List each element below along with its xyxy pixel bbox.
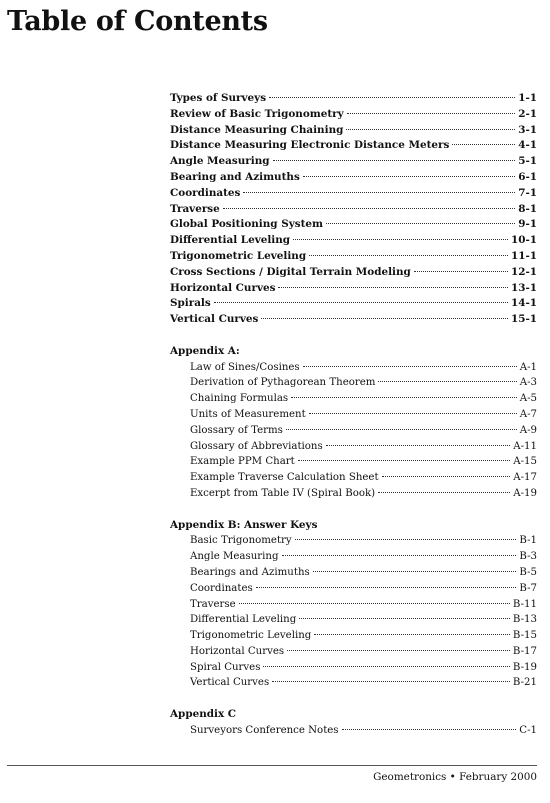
- toc-entry-page: A-19: [513, 487, 537, 499]
- toc-entry-page: A-7: [519, 408, 537, 420]
- toc-entry: [170, 391, 537, 407]
- toc-entry: [170, 123, 537, 139]
- toc-entry-title: Cross Sections / Digital Terrain Modeling: [170, 265, 411, 278]
- toc-entry: [170, 91, 537, 107]
- toc-entry-page: 6-1: [518, 170, 537, 183]
- toc-entry-title: Trigonometric Leveling: [170, 249, 307, 262]
- toc-entry-page: A-3: [519, 377, 537, 389]
- toc-entry: [170, 154, 537, 170]
- dot-leader: [382, 476, 511, 477]
- toc-entry: [170, 217, 537, 233]
- toc-entry: [170, 202, 537, 218]
- toc-entry-page: 2-1: [518, 107, 537, 120]
- dot-leader: [346, 129, 515, 130]
- toc-entry-title: Spirals: [170, 297, 211, 310]
- toc-entry-page: A-1: [519, 361, 537, 373]
- toc-entry-page: B-7: [519, 582, 537, 594]
- toc-entry: [170, 628, 537, 644]
- toc-entry-title: Traverse: [170, 202, 220, 215]
- dot-leader: [273, 160, 516, 161]
- toc-entry-page: C-1: [519, 724, 537, 736]
- appendix-b-list: [170, 533, 537, 691]
- toc-entry: [170, 470, 537, 486]
- toc-entry-title: Angle Measuring: [190, 551, 279, 563]
- toc-entry-title: Distance Measuring Chaining: [170, 123, 344, 136]
- toc-entry-page: 15-1: [510, 313, 537, 326]
- toc-entry-page: B-1: [519, 535, 537, 547]
- dot-leader: [269, 97, 515, 98]
- toc-entry-page: A-9: [519, 424, 537, 436]
- toc-entry: [170, 138, 537, 154]
- toc-entry-title: Surveyors Conference Notes: [190, 724, 339, 736]
- dot-leader: [309, 413, 517, 414]
- toc-entry-page: 4-1: [518, 139, 537, 152]
- toc-entry: [170, 186, 537, 202]
- footer-rule: [7, 765, 537, 766]
- toc-entry-page: 7-1: [518, 186, 537, 199]
- dot-leader: [452, 144, 515, 145]
- toc-entry-page: 14-1: [510, 297, 537, 310]
- page-title: Table of Contents: [7, 6, 268, 37]
- toc-entry: [170, 660, 537, 676]
- section-gap: [170, 502, 537, 518]
- appendix-b-heading: Appendix B: Answer Keys: [170, 518, 318, 531]
- dot-leader: [223, 208, 515, 209]
- toc-entry-page: B-19: [512, 661, 537, 673]
- dot-leader: [303, 176, 515, 177]
- dot-leader: [282, 555, 517, 556]
- appendix-a-heading: Appendix A:: [170, 344, 240, 357]
- toc-entry-title: Bearing and Azimuths: [170, 170, 300, 183]
- toc-entry: [170, 565, 537, 581]
- toc-entry-title: Glossary of Terms: [190, 424, 283, 436]
- toc-entry: [170, 107, 537, 123]
- toc-entry: [170, 581, 537, 597]
- dot-leader: [256, 587, 517, 588]
- toc-entry-title: Types of Surveys: [170, 92, 267, 104]
- toc-entry: [170, 233, 537, 249]
- toc-entry-title: Vertical Curves: [190, 677, 270, 689]
- toc-entry: [170, 439, 537, 455]
- main-entries-list: [170, 91, 537, 328]
- dot-leader: [303, 366, 517, 367]
- appendix-c-heading: Appendix C: [170, 708, 237, 721]
- toc-entry-title: Trigonometric Leveling: [190, 630, 312, 642]
- dot-leader: [414, 271, 508, 272]
- toc-entry-title: Law of Sines/Cosines: [190, 361, 300, 373]
- toc-entry-page: 5-1: [518, 155, 537, 168]
- dot-leader: [309, 255, 508, 256]
- toc-entry-page: 11-1: [510, 249, 537, 262]
- toc-entry: [170, 407, 537, 423]
- dot-leader: [261, 318, 508, 319]
- dot-leader: [286, 429, 517, 430]
- dot-leader: [378, 492, 510, 493]
- toc-entry-page: B-15: [512, 630, 537, 642]
- toc-entry: [170, 549, 537, 565]
- dot-leader: [295, 539, 517, 540]
- toc-entry: [170, 675, 537, 691]
- toc-entry-page: 12-1: [510, 265, 537, 278]
- section-gap: [170, 328, 537, 344]
- toc-entry-page: B-17: [512, 645, 537, 657]
- toc-entry-page: B-5: [519, 566, 537, 578]
- toc-entry-title: Example PPM Chart: [190, 456, 295, 468]
- toc-entry: [170, 454, 537, 470]
- toc-entry-title: Global Positioning System: [170, 218, 323, 231]
- toc-entry: [170, 265, 537, 281]
- dot-leader: [314, 634, 510, 635]
- dot-leader: [263, 666, 509, 667]
- dot-leader: [293, 239, 508, 240]
- toc-entry-title: Angle Measuring: [170, 155, 270, 168]
- toc-entry: [170, 612, 537, 628]
- toc-entry-page: A-5: [519, 393, 537, 405]
- toc-entry: [170, 375, 537, 391]
- toc-entry-title: Review of Basic Trigonometry: [170, 107, 344, 120]
- toc-entry-title: Horizontal Curves: [170, 281, 276, 294]
- toc-entry-page: B-13: [512, 614, 537, 626]
- dot-leader: [239, 603, 510, 604]
- toc-entry: [170, 597, 537, 613]
- dot-leader: [272, 681, 510, 682]
- toc-entry: [170, 423, 537, 439]
- toc-entry-title: Bearings and Azimuths: [190, 566, 310, 578]
- dot-leader: [342, 729, 517, 730]
- toc-entry-page: 3-1: [518, 123, 537, 136]
- toc-entry-title: Spiral Curves: [190, 661, 261, 673]
- toc-entry: [170, 644, 537, 660]
- toc-entry: [170, 360, 537, 376]
- dot-leader: [378, 381, 516, 382]
- toc-entry-title: Derivation of Pythagorean Theorem: [190, 377, 376, 389]
- toc-entry-page: 1-1: [518, 92, 537, 104]
- toc-entry: [170, 170, 537, 186]
- dot-leader: [313, 571, 517, 572]
- dot-leader: [287, 650, 510, 651]
- dot-leader: [214, 302, 508, 303]
- toc-entry: [170, 249, 537, 265]
- toc-entry-page: B-3: [519, 551, 537, 563]
- toc-entry-title: Example Traverse Calculation Sheet: [190, 472, 379, 484]
- dot-leader: [326, 445, 511, 446]
- appendix-a-list: [170, 360, 537, 502]
- table-of-contents: [170, 91, 537, 739]
- toc-entry-page: 8-1: [518, 202, 537, 215]
- appendix-c-list: [170, 723, 537, 739]
- toc-entry-page: 10-1: [510, 234, 537, 247]
- toc-entry-page: A-11: [513, 440, 537, 452]
- toc-entry: [170, 486, 537, 502]
- toc-entry: [170, 312, 537, 328]
- toc-entry-title: Chaining Formulas: [190, 393, 289, 405]
- dot-leader: [291, 397, 517, 398]
- toc-entry-title: Excerpt from Table IV (Spiral Book): [190, 487, 376, 499]
- toc-entry-page: 13-1: [510, 281, 537, 294]
- toc-entry-page: A-15: [513, 456, 537, 468]
- dot-leader: [326, 223, 515, 224]
- toc-entry-title: Coordinates: [190, 582, 253, 594]
- toc-entry-page: A-17: [513, 472, 537, 484]
- dot-leader: [243, 192, 515, 193]
- toc-entry-title: Distance Measuring Electronic Distance Meters: [170, 139, 450, 152]
- toc-entry-title: Vertical Curves: [170, 313, 259, 326]
- toc-entry-title: Differential Leveling: [170, 234, 291, 247]
- toc-entry-page: B-11: [512, 598, 537, 610]
- toc-entry-title: Traverse: [190, 598, 236, 610]
- toc-entry-title: Glossary of Abbreviations: [190, 440, 323, 452]
- toc-entry-title: Units of Measurement: [190, 408, 306, 420]
- toc-entry-page: B-21: [512, 677, 537, 689]
- toc-entry: [170, 533, 537, 549]
- section-gap: [170, 691, 537, 707]
- toc-entry: [170, 281, 537, 297]
- dot-leader: [347, 113, 516, 114]
- toc-entry-title: Basic Trigonometry: [190, 535, 292, 547]
- toc-entry-page: 9-1: [518, 218, 537, 231]
- dot-leader: [278, 287, 508, 288]
- toc-entry-title: Differential Leveling: [190, 614, 297, 626]
- dot-leader: [298, 460, 510, 461]
- toc-entry-title: Coordinates: [170, 186, 241, 199]
- dot-leader: [299, 618, 510, 619]
- toc-entry-title: Horizontal Curves: [190, 645, 285, 657]
- toc-entry: [170, 723, 537, 739]
- page-footer: Geometronics • February 2000: [373, 771, 537, 783]
- toc-entry: [170, 296, 537, 312]
